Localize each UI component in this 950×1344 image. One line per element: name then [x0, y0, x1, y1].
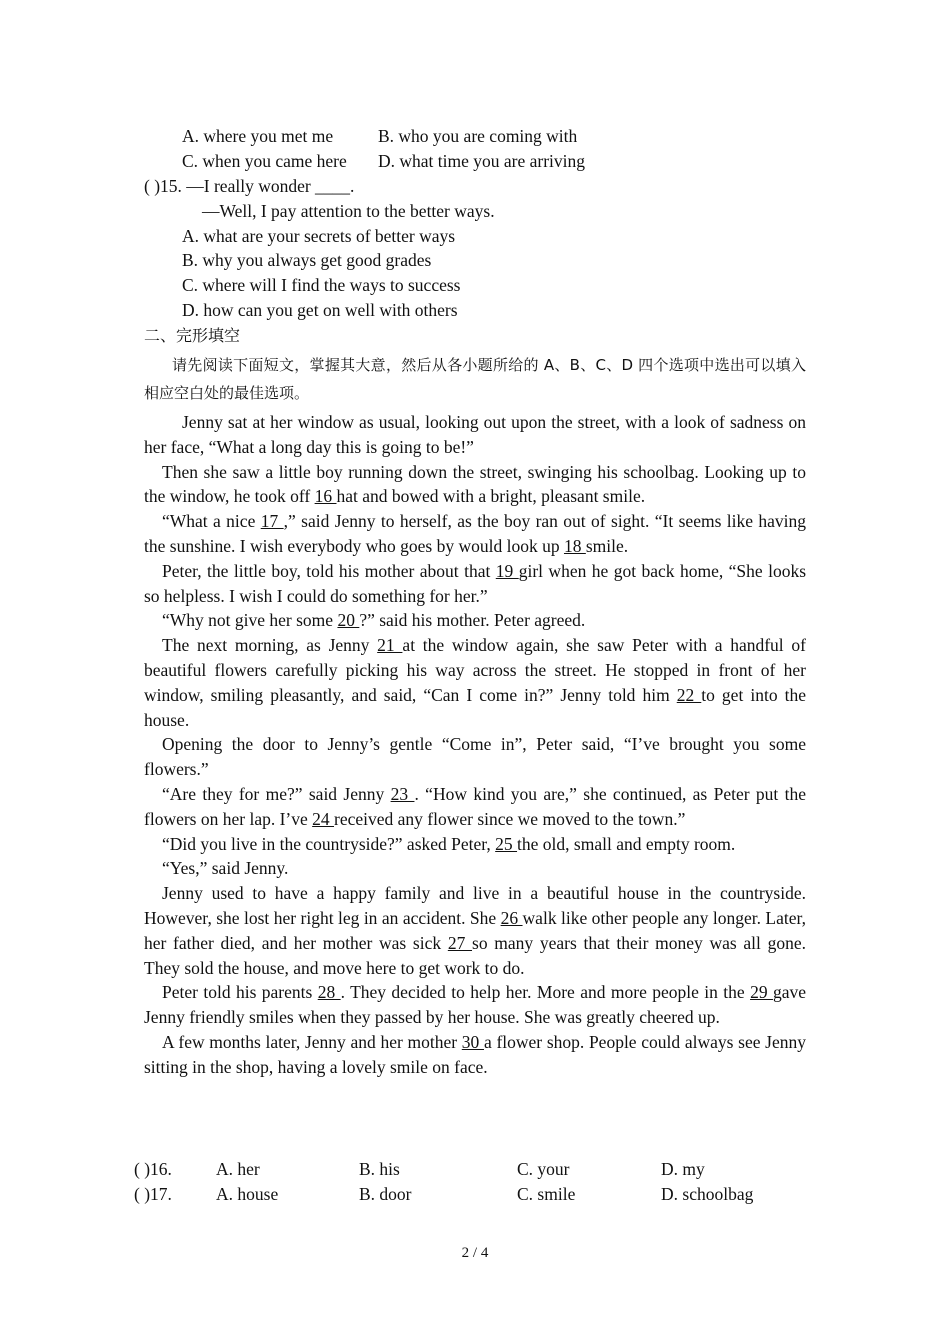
paragraph-8: “Are they for me?” said Jenny 23 . “How kind you are,” she continued, as Peter put the flowers on her lap. I’ve 24 received any flower since we moved to the town.”	[144, 783, 807, 829]
q14-option-c: C. when you came here	[182, 151, 347, 171]
q16-option-d: D. my	[661, 1159, 705, 1179]
blank-24[interactable]: 24	[312, 808, 335, 829]
blank-26[interactable]: 26	[500, 907, 523, 928]
blank-16[interactable]: 16	[314, 486, 337, 507]
blank-22[interactable]: 22	[676, 684, 702, 705]
q17-number: ( )17.	[134, 1184, 172, 1204]
q14-option-a: A. where you met me	[182, 126, 334, 146]
q14-option-d: D. what time you are arriving	[378, 151, 586, 171]
q17-option-d: D. schoolbag	[661, 1184, 754, 1204]
paragraph-7: Opening the door to Jenny’s gentle “Come in”, Peter said, “I’ve brought you some flowers.”	[144, 734, 806, 780]
blank-25[interactable]: 25	[495, 833, 518, 854]
paragraph-10: “Yes,” said Jenny.	[162, 858, 289, 879]
q16-option-c: C. your	[517, 1159, 570, 1179]
blank-19[interactable]: 19	[495, 560, 519, 581]
page-number: 2 / 4	[461, 1245, 489, 1261]
q15-stem: ( )15. —I really wonder ____.	[144, 176, 355, 196]
q15-option-c: C. where will I find the ways to success	[182, 275, 461, 295]
blank-23[interactable]: 23	[390, 783, 415, 804]
q14-option-b: B. who you are coming with	[378, 126, 578, 146]
q17-option-c: C. smile	[517, 1184, 576, 1204]
q16-option-a: A. her	[216, 1159, 260, 1179]
paragraph-13: A few months later, Jenny and her mother 30 a flower shop. People could always see Jenny sitting in the shop, having a lovely smile on face.	[144, 1031, 807, 1077]
blank-29[interactable]: 29	[750, 982, 773, 1003]
blank-27[interactable]: 27	[447, 932, 473, 953]
paragraph-6: The next morning, as Jenny 21 at the window again, she saw Peter with a handful of beautiful flowers carefully picking his way across the street. He stopped in front of her window, smiling pleasantly, and said, “Can I come in?” Jenny told him 22 to get into the house.	[144, 635, 806, 730]
paragraph-12: Peter told his parents 28 . They decided to help her. More and more people in the 29 gave Jenny friendly smiles when they passed by her house. She was greatly cheered up.	[144, 982, 807, 1028]
paragraph-9: “Did you live in the countryside?” asked Peter, 25 the old, small and empty room.	[162, 833, 736, 854]
blank-28[interactable]: 28	[317, 982, 341, 1003]
section-instruction: 请先阅读下面短文，掌握其大意，然后从各小题所给的 A、B、C、D 四个选项中选出可以填入相应空白处的最佳选项。	[144, 356, 806, 402]
blank-21[interactable]: 21	[377, 635, 403, 656]
q17-option-a: A. house	[216, 1184, 279, 1204]
cloze-passage	[144, 410, 806, 1080]
paragraph-4: Peter, the little boy, told his mother about that 19 girl when he got back home, “She looks so helpless. I wish I could do something for her.”	[144, 560, 807, 606]
paragraph-11: Jenny used to have a happy family and live in a beautiful house in the countryside. However, she lost her right leg in an accident. She 26 walk like other people any longer. Later, her father died, and her mother was sick 27 so many years that their money was all gone. They sold the house, and move here to get work to do.	[144, 883, 806, 978]
q15-option-d: D. how can you get on well with others	[182, 300, 458, 320]
q15-option-b: B. why you always get good grades	[182, 250, 432, 270]
paragraph-1: Jenny sat at her window as usual, looking out upon the street, with a look of sadness on her face, “What a long day this is going to be!”	[144, 412, 806, 457]
paragraph-5: “Why not give her some 20 ?” said his mother. Peter agreed.	[162, 610, 586, 631]
q15-option-a: A. what are your secrets of better ways	[182, 226, 456, 246]
q16-number: ( )16.	[134, 1159, 172, 1179]
blank-17[interactable]: 17	[260, 511, 284, 532]
q17-option-b: B. door	[359, 1184, 412, 1204]
blank-18[interactable]: 18	[563, 535, 586, 556]
paragraph-2: Then she saw a little boy running down the street, swinging his schoolbag. Looking up to the window, he took off 16 hat and bowed with a bright, pleasant smile.	[144, 461, 806, 507]
section-title: 二、完形填空	[144, 326, 241, 345]
blank-30[interactable]: 30	[461, 1031, 484, 1052]
q15-reply: —Well, I pay attention to the better ways.	[202, 201, 495, 221]
blank-20[interactable]: 20	[337, 610, 360, 631]
paragraph-3: “What a nice 17 ,” said Jenny to herself, as the boy ran out of sight. “It seems like having the sunshine. I wish everybody who goes by would look up 18 smile.	[144, 511, 807, 556]
q16-option-b: B. his	[359, 1159, 400, 1179]
